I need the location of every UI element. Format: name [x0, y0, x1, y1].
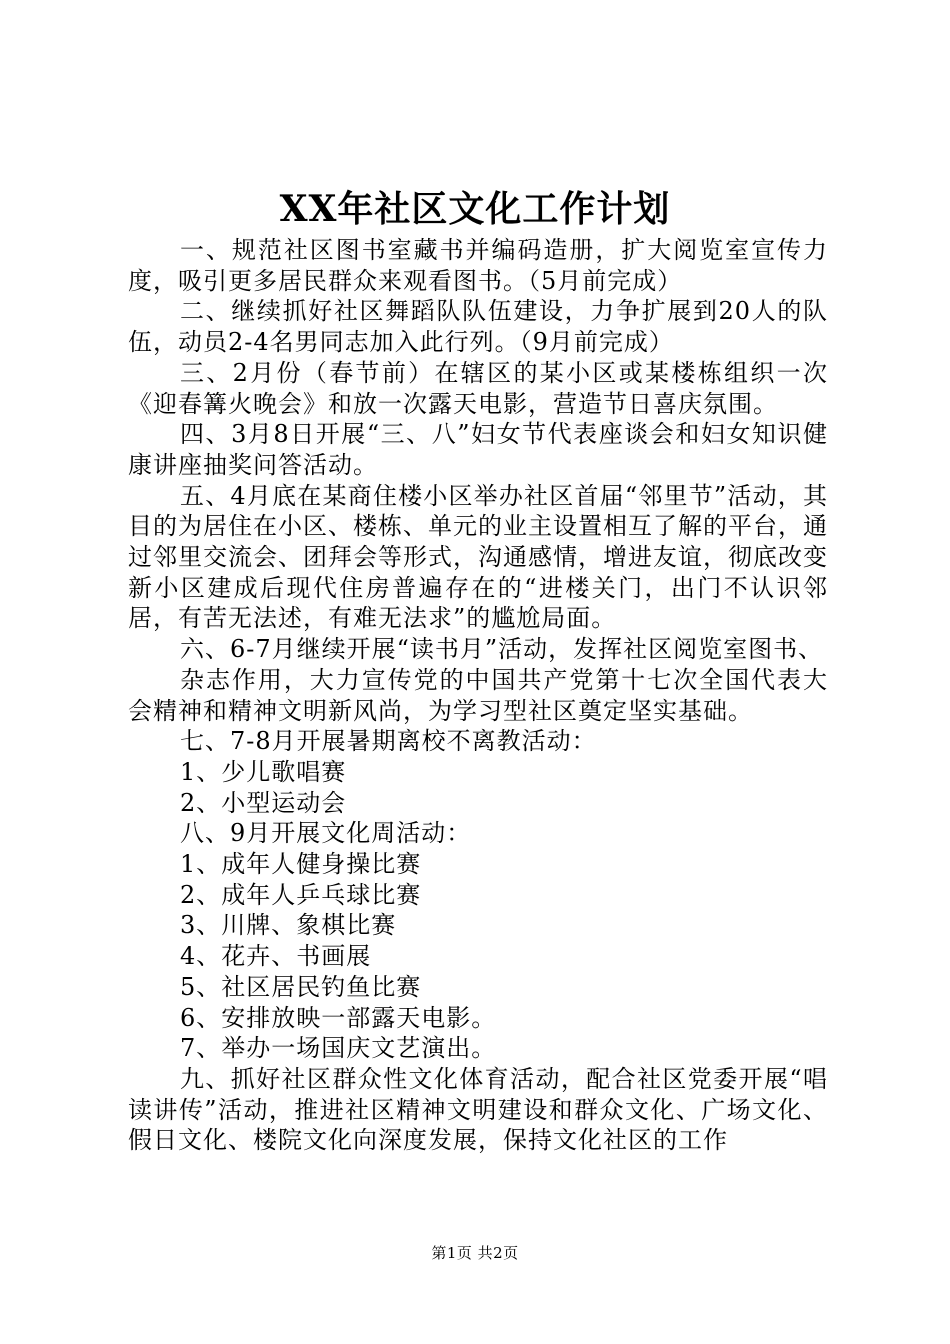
paragraph-8: 八、9月开展文化周活动： — [180, 819, 472, 848]
paragraph-1: 一、规范社区图书室藏书并编码造册，扩大阅览室宣传力度，吸引更多居民群众来观看图书。（5月前完成） — [128, 236, 828, 295]
paragraph-4: 四、3月8日开展“三、八”妇女节代表座谈会和妇女知识健康讲座抽奖问答活动。 — [128, 420, 828, 479]
list-item: 4、花卉、书画展 — [180, 942, 372, 971]
paragraph-9: 九、抓好社区群众性文化体育活动，配合社区党委开展“唱读讲传”活动，推进社区精神文明建设和群众文化、广场文化、假日文化、楼院文化向深度发展，保持文化社区的工作 — [128, 1064, 828, 1155]
list-item: 1、少儿歌唱赛 — [180, 757, 347, 786]
list-item: 1、成年人健身操比赛 — [180, 850, 422, 879]
paragraph-5: 五、4月底在某商住楼小区举办社区首届“邻里节”活动，其目的为居住在小区、楼栋、单元的业主设置相互了解的平台，通过邻里交流会、团拜会等形式，沟通感情，增进友谊，彻底改变新小区建成后现代住房普遍存在的“进楼关门，出门不认识邻居，有苦无法述，有难无法求”的尴尬局面。 — [128, 481, 828, 633]
list-item: 3、川牌、象棋比赛 — [180, 911, 397, 940]
page-footer: 第1页 共2页 — [431, 1244, 519, 1262]
document-body — [128, 235, 828, 1156]
paragraph-7: 七、7-8月开展暑期离校不离教活动： — [180, 727, 597, 756]
paragraph-3: 三、2月份（春节前）在辖区的某小区或某楼栋组织一次《迎春篝火晚会》和放一次露天电影，营造节日喜庆氛围。 — [128, 358, 828, 418]
list-item: 7、举办一场国庆文艺演出。 — [180, 1034, 497, 1063]
list-item: 2、成年人乒乓球比赛 — [180, 880, 422, 909]
paragraph-2: 二、继续抓好社区舞蹈队队伍建设，力争扩展到20人的队伍，动员2-4名男同志加入此行列。（9月前完成） — [128, 297, 828, 357]
list-item: 5、社区居民钓鱼比赛 — [180, 972, 422, 1001]
document-title: XX年社区文化工作计划 — [279, 188, 671, 230]
list-item: 2、小型运动会 — [180, 788, 347, 817]
paragraph-6-continued: 杂志作用，大力宣传党的中国共产党第十七次全国代表大会精神和精神文明新风尚，为学习型社区奠定坚实基础。 — [128, 665, 828, 725]
paragraph-6: 六、6-7月继续开展“读书月”活动，发挥社区阅览室图书、 — [180, 635, 824, 664]
list-item: 6、安排放映一部露天电影。 — [180, 1003, 497, 1032]
